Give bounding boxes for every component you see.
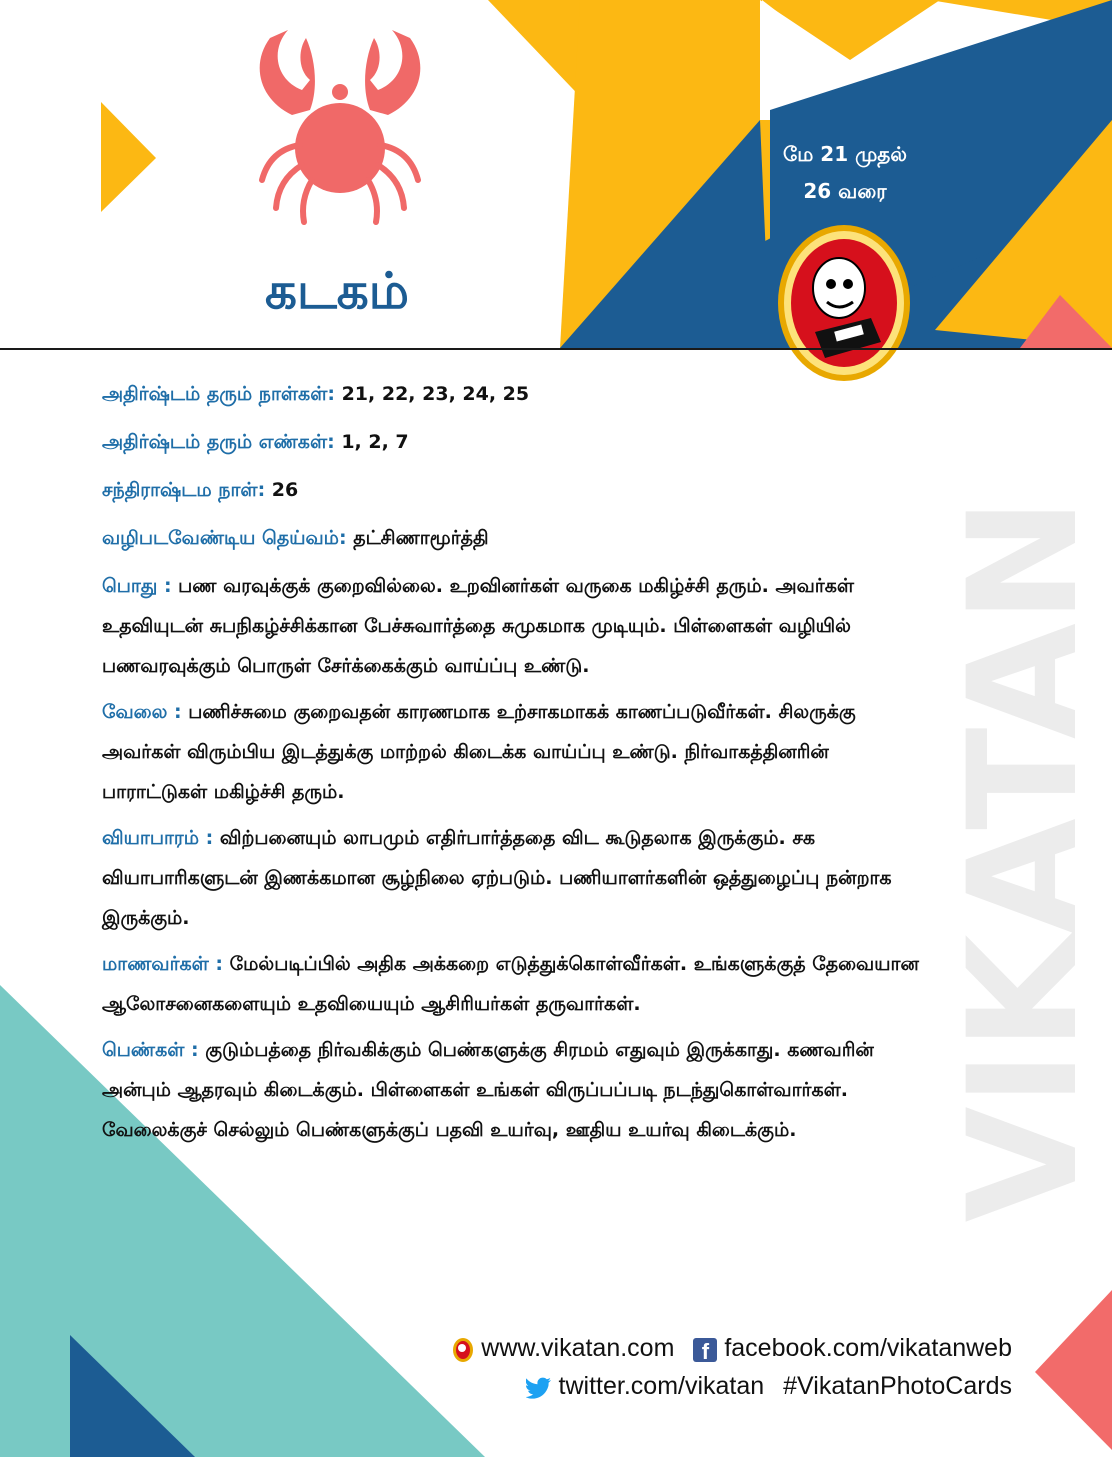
facebook-text: facebook.com/vikatanweb: [724, 1334, 1012, 1363]
section-students-label: மாணவர்கள் :: [102, 953, 224, 975]
section-general: [102, 566, 922, 686]
deity-value: தட்சிணாமூர்த்தி: [353, 527, 489, 549]
lucky-days-row: [102, 374, 922, 414]
twitter-text: twitter.com/vikatan: [558, 1372, 765, 1401]
facebook-link[interactable]: [693, 1329, 1012, 1367]
date-line-1: மே 21 முதல்: [783, 142, 907, 166]
crab-icon: [240, 20, 440, 230]
footer: [440, 1328, 1012, 1404]
footer-line-1: [440, 1328, 1012, 1366]
content: [102, 374, 922, 1156]
section-women: [102, 1030, 922, 1150]
section-business-label: வியாபாரம் :: [102, 827, 214, 849]
section-women-text: குடும்பத்தை நிர்வகிக்கும் பெண்களுக்கு சிரமம் எதுவும் இருக்காது. கணவரின் அன்பும் ஆதரவும் கிடைக்கும். பிள்ளைகள் உங்கள் விருப்பப்படி நடந்துகொள்வார்கள். வேலைக்குச் செல்லும் பெண்களுக்குப் பதவி உயர்வு, ஊதிய உயர்வு கிடைக்கும்.: [102, 1039, 874, 1141]
hashtag-text: #VikatanPhotoCards: [783, 1372, 1012, 1401]
lucky-numbers-label: அதிர்ஷ்டம் தரும் எண்கள்:: [102, 431, 335, 453]
lucky-days-value: 21, 22, 23, 24, 25: [341, 383, 530, 405]
deity-label: வழிபடவேண்டிய தெய்வம்:: [102, 527, 347, 549]
website-link[interactable]: [452, 1329, 674, 1367]
coral-corner: [1035, 1290, 1112, 1450]
website-text: www.vikatan.com: [481, 1334, 675, 1363]
hashtag-link[interactable]: [783, 1367, 1012, 1405]
svg-text:VIKATAN: VIKATAN: [937, 497, 1111, 1223]
section-general-text: பண வரவுக்குக் குறைவில்லை. உறவினர்கள் வருகை மகிழ்ச்சி தரும். அவர்கள் உதவியுடன் சுபநிகழ்ச்சிக்கான பேச்சுவார்த்தை சுமுகமாக முடியும். பிள்ளைகள் வழியில் பணவரவுக்கும் பொருள் சேர்க்கைக்கும் வாய்ப்பு உண்டு.: [102, 575, 855, 677]
header-divider: [0, 348, 1112, 350]
vikatan-logo-icon: [452, 1337, 474, 1363]
section-work-label: வேலை :: [102, 701, 182, 723]
section-work-text: பணிச்சுமை குறைவதன் காரணமாக உற்சாகமாகக் காணப்படுவீர்கள். சிலருக்கு அவர்கள் விரும்பிய இடத்துக்கு மாற்றல் கிடைக்க வாய்ப்பு உண்டு. நிர்வாகத்தினரின் பாராட்டுகள் மகிழ்ச்சி தரும்.: [102, 701, 856, 803]
section-students-text: மேல்படிப்பில் அதிக அக்கறை எடுத்துக்கொள்வீர்கள். உங்களுக்குத் தேவையான ஆலோசனைகளையும் உதவியையும் ஆசிரியர்கள் தருவார்கள்.: [102, 953, 919, 1015]
chandrashtama-row: [102, 470, 922, 510]
date-range: [770, 136, 920, 210]
twitter-icon: [526, 1377, 552, 1399]
section-students: [102, 944, 922, 1024]
vikatan-mascot-logo: [775, 222, 913, 384]
section-work: [102, 692, 922, 812]
chandrashtama-label: சந்திராஷ்டம நாள்:: [102, 479, 266, 501]
date-line-2: 26 வரை: [803, 179, 887, 203]
chandrashtama-value: 26: [271, 479, 299, 501]
deity-row: [102, 518, 922, 558]
section-women-label: பெண்கள் :: [102, 1039, 199, 1061]
lucky-numbers-row: [102, 422, 922, 462]
facebook-icon: f: [693, 1338, 717, 1362]
yellow-arrow: [101, 102, 156, 212]
section-business: [102, 818, 922, 938]
footer-line-2: [440, 1366, 1012, 1404]
section-general-label: பொது :: [102, 575, 172, 597]
lucky-numbers-value: 1, 2, 7: [341, 431, 409, 453]
lucky-days-label: அதிர்ஷ்டம் தரும் நாள்கள்:: [102, 383, 335, 405]
sign-name: கடகம்: [265, 262, 409, 320]
twitter-link[interactable]: [526, 1367, 765, 1405]
section-business-text: விற்பனையும் லாபமும் எதிர்பார்த்ததை விட கூடுதலாக இருக்கும். சக வியாபாரிகளுடன் இணக்கமான சூழ்நிலை ஏற்படும். பணியாளர்களின் ஒத்துழைப்பு நன்றாக இருக்கும்.: [102, 827, 892, 929]
